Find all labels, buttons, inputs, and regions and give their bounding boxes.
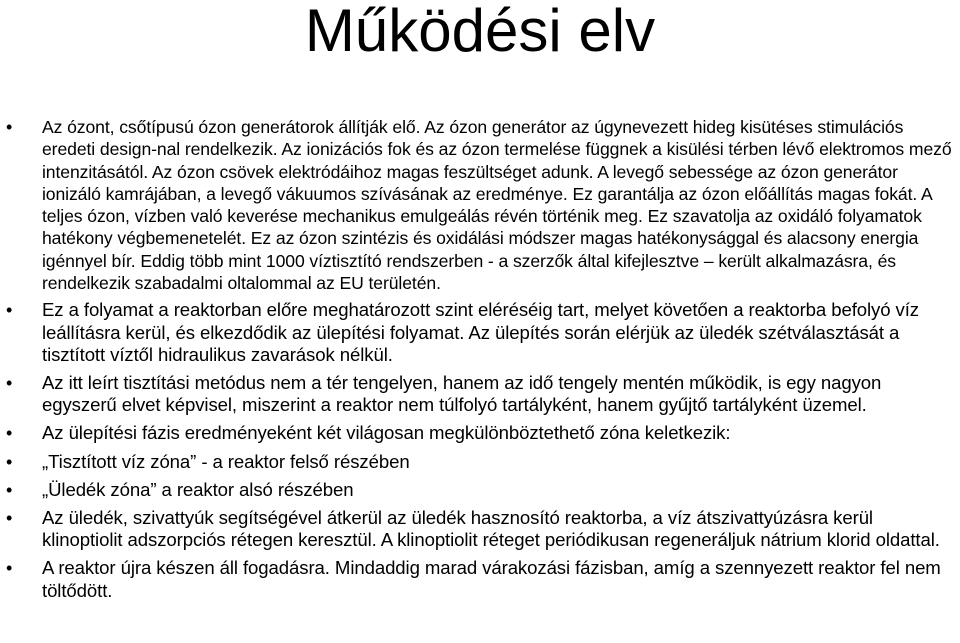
bullet-dot: • (6, 479, 13, 500)
bullet-item-settling-phase (0, 422, 960, 444)
bullet-dot: • (6, 508, 13, 528)
bullet-item-process (0, 299, 960, 366)
bullet-text: A reaktor újra készen áll fogadásra. Mindaddig marad várakozási fázisban, amíg a szennyezett reaktor fel nem töltődött. (42, 557, 941, 601)
bullet-list (0, 116, 960, 608)
bullet-item-clean-water-zone (0, 451, 960, 473)
bullet-dot: • (6, 423, 13, 444)
bullet-item-reactor-ready (0, 557, 960, 601)
bullet-item-method (0, 372, 960, 416)
bullet-dot: • (6, 117, 13, 137)
bullet-text: Az ózont, csőtípusú ózon generátorok állítják elő. Az ózon generátor az úgynevezett hideg kisütéses stimulációs eredeti design-nal rendelkezik. Az ionizációs fok és az ózon termelése függnek a kisülési térben lévő elektromos mező intenzitásától. Az ózon csövek elektródáihoz magas feszültséget adunk. A levegő sebessége az ózon generátor ionizáló kamrájában, a levegő vákuumos szívásának az eredménye. Ez garantálja az ózon előállítás magas fokát. A teljes ózon, vízben való keverése mechanikus emulgeálás révén történik meg. Ez szavatolja az oxidáló folyamatok hatékony végbemenetelét. Ez az ózon szintézis és oxidálási módszer magas hatékonysággal és alacsony energia igénnyel bír. Eddig több mint 1000 víztisztító rendszerben - a szerzők által kifejlesztve – került alkalmazásra, és rendelkezik szabadalmi oltalommal az EU területén. (42, 117, 952, 294)
bullet-dot: • (6, 300, 13, 321)
bullet-item-sediment-pumping (0, 507, 960, 551)
slide-title: Működési elv (304, 0, 656, 64)
bullet-text: Az üledék, szivattyúk segítségével átkerül az üledék hasznosító reaktorba, a víz átszivattyúzásra kerül klinoptiolit adszorpciós rétegen keresztül. A klinoptiolit réteget periódikusan regeneráljuk nátrium klorid oldattal. (42, 507, 940, 551)
bullet-item-sediment-zone (0, 479, 960, 501)
bullet-text: Az itt leírt tisztítási metódus nem a tér tengelyen, hanem az idő tengely mentén működik, is egy nagyon egyszerű elvet képvisel, miszerint a reaktor nem túlfolyó tartályként, hanem gyűjtő tartályként üzemel. (42, 371, 882, 416)
bullet-dot: • (6, 372, 13, 393)
bullet-text: Ez a folyamat a reaktorban előre meghatározott szint eléréséig tart, melyet követően a reaktorba befolyó víz leállításra kerül, és elkezdődik az ülepítési folyamat. Az ülepítés során elérjük az üledék szétválasztását a tisztított víztől hidraulikus zavarások nélkül. (42, 299, 919, 365)
bullet-text: „Tisztított víz zóna” - a reaktor felső részében (42, 450, 410, 472)
bullet-text: „Üledék zóna” a reaktor alsó részében (42, 478, 354, 500)
bullet-dot: • (6, 558, 13, 579)
bullet-dot: • (6, 451, 13, 472)
bullet-item-principle (0, 116, 960, 294)
bullet-text: Az ülepítési fázis eredményeként két világosan megkülönböztethető zóna keletkezik: (42, 422, 731, 444)
